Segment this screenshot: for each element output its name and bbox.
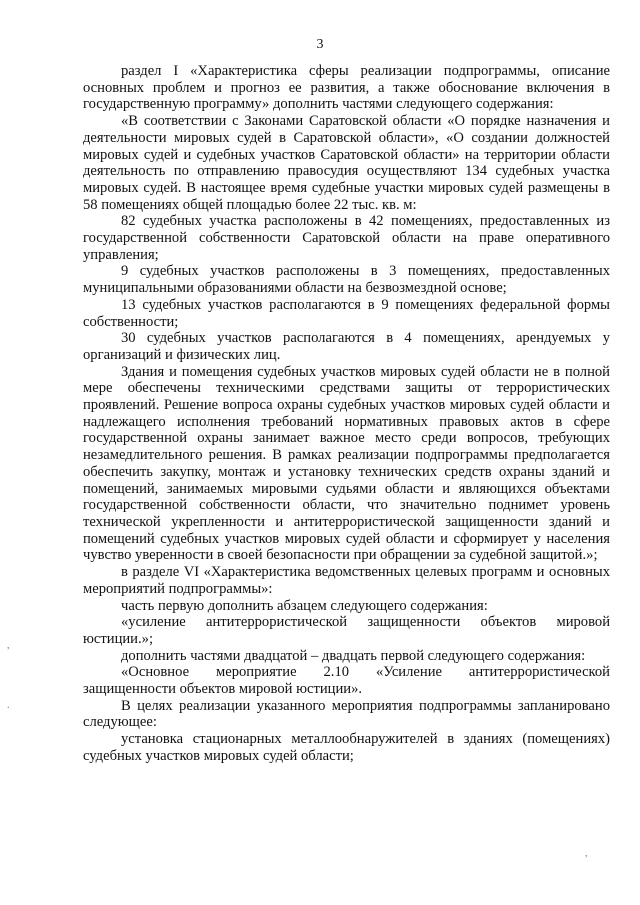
paragraph-82-plots: 82 судебных участка расположены в 42 помещениях, предоставленных из государственной собственности Саратовской области на праве оперативного управления;: [83, 213, 610, 263]
paragraph-planned: В целях реализации указанного мероприятия подпрограммы запланировано следующее:: [83, 697, 610, 731]
paragraph-add-parts: дополнить частями двадцатой – двадцать первой следующего содержания:: [121, 647, 586, 664]
paragraph-30-plots: 30 судебных участков располагаются в 4 помещениях, арендуемых у организаций и физических лиц.: [83, 330, 610, 363]
document-body: [83, 63, 610, 765]
paragraph-metal-detectors: установка стационарных металлообнаружителей в зданиях (помещениях) судебных участков мировых судей области;: [83, 731, 610, 764]
paragraph-laws: «В соответствии с Законами Саратовской области «О порядке назначения и деятельности мировых судей в Саратовской области», «О создании должностей мировых судей и судебных участков Саратовской области» на территории области деятельность по отправлению правосудия осуществляют 134 судебных участка мировых судей. В настоящее время судебные участки мировых судей размещены в 58 помещениях общей площадью более 22 тыс. кв. м:: [83, 113, 610, 213]
page-number: 3: [316, 37, 324, 52]
paragraph-main-measure: «Основное мероприятие 2.10 «Усиление антитеррористической защищенности объектов мировой юстиции».: [83, 664, 610, 698]
scan-margin-mark: .: [7, 700, 10, 711]
paragraph-quote-strengthening: «усиление антитеррористической защищенности объектов мировой юстиции.»;: [83, 614, 610, 647]
paragraph-section-1-intro: раздел I «Характеристика сферы реализации подпрограммы, описание основных проблем и прогноз ее развития, а также обоснование включения в государственную программу» дополнить частями следующего содержания:: [83, 63, 610, 113]
paragraph-9-plots: 9 судебных участков расположены в 3 помещениях, предоставленных муниципальными образованиями области на безвозмездной основе;: [83, 263, 610, 297]
paragraph-13-plots: 13 судебных участков располагаются в 9 помещениях федеральной формы собственности;: [83, 296, 610, 330]
paragraph-section-6: в разделе VI «Характеристика ведомственных целевых программ и основных мероприятий подпрограммы»:: [83, 564, 610, 597]
paragraph-security: Здания и помещения судебных участков мировых судей области не в полной мере обеспечены техническими средствами защиты от террористических проявлений. Решение вопроса охраны судебных участков мировых судей области и надлежащего исполнения требований нормативных правовых актов в сфере государственной охраны занимает важное место среди вопросов, требующих незамедлительного решения. В рамках реализации подпрограммы предполагается обеспечить закупку, монтаж и установку технических средств охраны зданий и помещений, занимаемых мировыми судьями области и являющихся объектами государственной собственности области, что значительно поднимет уровень технической укрепленности и антитеррористической защищенности зданий и помещений судебных участков мировых судей области и сформирует у населения чувство уверенности в своей безопасности при обращении за судебной защитой.»;: [83, 363, 610, 564]
paragraph-part-one: часть первую дополнить абзацем следующего содержания:: [121, 597, 488, 614]
scan-margin-mark: ,: [7, 640, 10, 651]
scan-margin-mark: ,: [585, 848, 588, 859]
